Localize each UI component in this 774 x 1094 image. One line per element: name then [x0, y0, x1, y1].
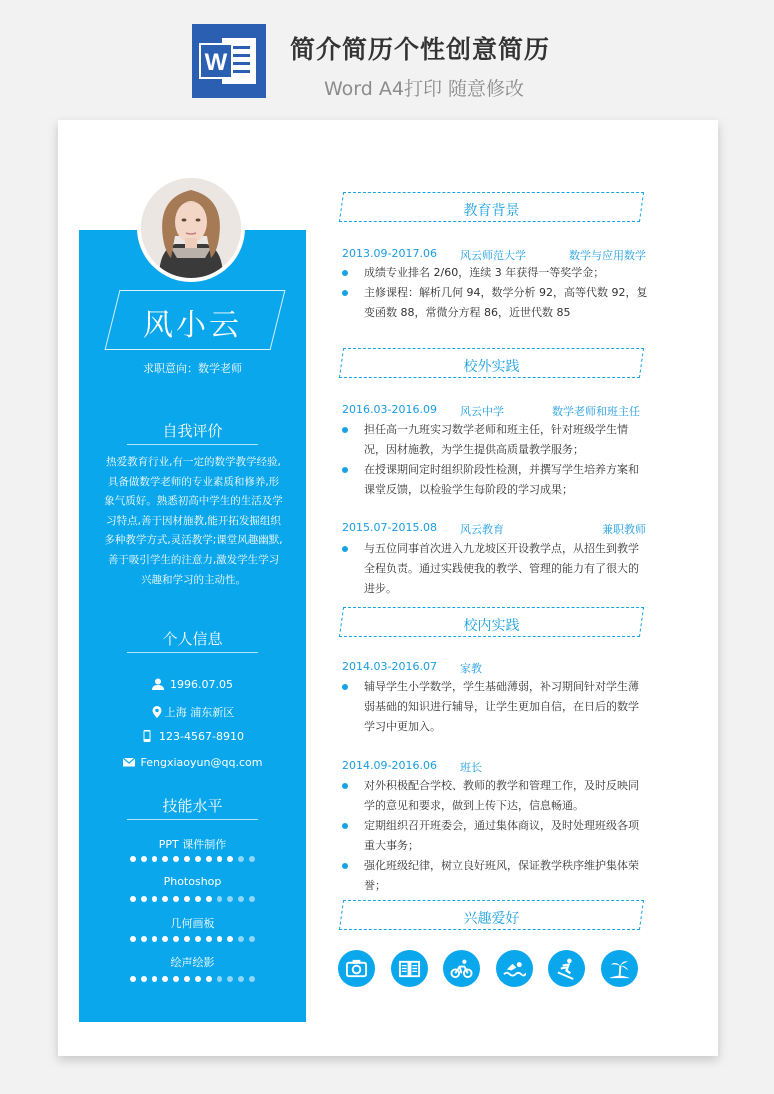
- skill-dot: [173, 936, 179, 942]
- mail-icon: [123, 756, 135, 768]
- entry-org: 风云教育: [460, 523, 504, 536]
- skill-dot: [141, 976, 147, 982]
- entry-period: 2014.09-2016.06: [342, 759, 437, 772]
- entry-period: 2016.03-2016.09: [342, 403, 437, 416]
- skill-dot: [130, 896, 136, 902]
- skill-dot: [184, 936, 190, 942]
- phone-number: 123-4567-8910: [159, 730, 244, 743]
- skill-dot: [130, 936, 136, 942]
- entry-role: 家教: [460, 662, 482, 675]
- skill-dot: [206, 936, 212, 942]
- bullet-dot: [342, 427, 348, 433]
- swimming-icon: [496, 950, 533, 987]
- bullet-dot: [342, 290, 348, 296]
- skill-dot: [195, 856, 201, 862]
- skill-level-dots: [130, 936, 255, 943]
- external-practice-heading: 校外实践: [463, 359, 520, 375]
- skill-dot: [227, 936, 233, 942]
- candidate-name: 风小云: [143, 308, 242, 343]
- list-item: 与五位同事首次进入九龙坡区开设教学点，从招生到教学全程负责。通过实践使我的教学、管理的能力有了很大的进步。: [342, 539, 648, 599]
- skill-dot: [162, 936, 168, 942]
- skill-dot: [195, 976, 201, 982]
- skill-dot: [130, 856, 136, 862]
- skill-dot: [217, 856, 223, 862]
- skill-dot: [162, 976, 168, 982]
- entry-major: 数学与应用数学: [569, 249, 646, 262]
- skiing-icon: [548, 950, 585, 987]
- resume-page: [58, 120, 718, 1056]
- list-item: 在授课期间定时组织阶段性检测，并撰写学生培养方案和课堂反馈，以检验学生每阶段的学习成果；: [342, 460, 648, 500]
- skill-dot: [249, 896, 255, 902]
- beach-icon: [601, 950, 638, 987]
- skill-dot: [238, 856, 244, 862]
- education-heading: 教育背景: [463, 203, 520, 219]
- skill-level-dots: [130, 976, 255, 983]
- camera-icon: [338, 950, 375, 987]
- bullet-dot: [342, 863, 348, 869]
- skill-dot: [249, 976, 255, 982]
- skills-heading: 技能水平: [162, 797, 223, 815]
- phone-row: [79, 730, 306, 743]
- cycling-icon: [443, 950, 480, 987]
- skill-dot: [184, 856, 190, 862]
- list-item: 担任高一九班实习数学老师和班主任，针对班级学生情况，因材施教，为学生提供高质量教学服务；: [342, 420, 648, 460]
- skill-name: 绘声绘影: [170, 956, 215, 969]
- skill-dot: [238, 976, 244, 982]
- skill-dot: [195, 896, 201, 902]
- document-header: [0, 0, 774, 110]
- bullet-dot: [342, 684, 348, 690]
- book-icon: [391, 950, 428, 987]
- list-item: 强化班级纪律，树立良好班风，保证教学秩序维护集体荣誉；: [342, 856, 648, 896]
- skill-dot: [227, 976, 233, 982]
- skill-dot: [141, 856, 147, 862]
- entry-role: 数学老师和班主任: [552, 405, 640, 418]
- skill-dot: [162, 896, 168, 902]
- location-row: [79, 704, 306, 720]
- skill-dot: [152, 976, 158, 982]
- email-address[interactable]: Fengxiaoyun@qq.com: [140, 756, 263, 769]
- skill-dot: [217, 976, 223, 982]
- skill-dot: [152, 896, 158, 902]
- self-eval-heading: 自我评价: [162, 422, 223, 440]
- skill-dot: [227, 856, 233, 862]
- list-item: 对外积极配合学校、教师的教学和管理工作，及时反映同学的意见和要求，做到上传下达，信息畅通。: [342, 776, 648, 816]
- skill-dot: [227, 896, 233, 902]
- skill-dot: [173, 896, 179, 902]
- word-icon: [192, 24, 266, 98]
- entry-period: 2014.03-2016.07: [342, 660, 437, 673]
- skill-dot: [184, 976, 190, 982]
- skill-dot: [162, 856, 168, 862]
- entry-period: 2015.07-2015.08: [342, 521, 437, 534]
- skill-name: 几何画板: [170, 917, 215, 930]
- list-item: 辅导学生小学数学，学生基础薄弱，补习期间针对学生薄弱基础的知识进行辅导，让学生更加自信，在日后的数学学习中更加入。: [342, 677, 648, 737]
- internal-practice-heading: 校内实践: [463, 618, 520, 634]
- skill-dot: [173, 976, 179, 982]
- skill-name: Photoshop: [163, 875, 222, 888]
- entry-school: 风云师范大学: [460, 249, 526, 262]
- skill-dot: [217, 896, 223, 902]
- bullet-dot: [342, 270, 348, 276]
- skill-dot: [206, 896, 212, 902]
- skill-dot: [206, 856, 212, 862]
- phone-icon: [141, 730, 153, 742]
- entry-role: 兼职教师: [602, 523, 646, 536]
- skill-dot: [195, 936, 201, 942]
- location-pin-icon: [151, 706, 163, 718]
- skill-dot: [173, 856, 179, 862]
- skill-level-dots: [130, 856, 255, 863]
- skill-dot: [238, 896, 244, 902]
- personal-info-heading: 个人信息: [162, 630, 223, 648]
- list-item: 定期组织召开班委会，通过集体商议，及时处理班级各项重大事务；: [342, 816, 648, 856]
- skill-dot: [141, 896, 147, 902]
- self-eval-text: 热爱教育行业,有一定的数学教学经验,具备做数学老师的专业素质和修养,形象气质好。熟悉初高中学生的生活及学习特点,善于因材施教,能开拓发掘组织多种教学方式,灵活教学;课堂风趣幽默,善于吸引学生的注意力,激发学生学习兴趣和学习的主动性。: [104, 456, 283, 586]
- person-icon: [152, 678, 164, 690]
- list-item: 主修课程：解析几何 94，数学分析 92，高等代数 92，复变函数 88，常微分方程 86，近世代数 85: [342, 283, 648, 323]
- birth-row: [79, 678, 306, 691]
- page-subtitle: Word A4打印 随意修改: [324, 78, 525, 100]
- entry-period: 2013.09-2017.06: [342, 247, 437, 260]
- bullet-dot: [342, 783, 348, 789]
- divider: [127, 444, 258, 445]
- divider: [127, 652, 258, 653]
- skill-dot: [184, 896, 190, 902]
- skill-dot: [249, 856, 255, 862]
- divider: [127, 819, 258, 820]
- entry-role: 班长: [460, 761, 482, 774]
- hobbies-heading: 兴趣爱好: [463, 911, 520, 927]
- email-row[interactable]: [79, 756, 306, 769]
- job-intent: 求职意向：数学老师: [143, 362, 242, 375]
- skill-name: PPT 课件制作: [158, 838, 227, 851]
- bullet-dot: [342, 546, 348, 552]
- skill-dot: [249, 936, 255, 942]
- entry-org: 风云中学: [460, 405, 504, 418]
- bullet-dot: [342, 467, 348, 473]
- birth-date: 1996.07.05: [170, 678, 233, 691]
- portrait-image: [141, 178, 241, 278]
- sidebar: [79, 230, 306, 1022]
- location: 上海 浦东新区: [164, 706, 235, 719]
- skill-dot: [238, 936, 244, 942]
- skill-level-dots: [130, 896, 255, 903]
- skill-dot: [206, 976, 212, 982]
- avatar: [137, 174, 245, 282]
- skill-dot: [130, 976, 136, 982]
- word-icon-letter: W: [204, 49, 228, 76]
- skill-dot: [152, 856, 158, 862]
- list-item: 成绩专业排名 2/60，连续 3 年获得一等奖学金；: [342, 263, 648, 283]
- skill-dot: [141, 936, 147, 942]
- bullet-dot: [342, 823, 348, 829]
- skill-dot: [152, 936, 158, 942]
- page-title: 简介简历个性创意简历: [290, 35, 551, 64]
- skill-dot: [217, 936, 223, 942]
